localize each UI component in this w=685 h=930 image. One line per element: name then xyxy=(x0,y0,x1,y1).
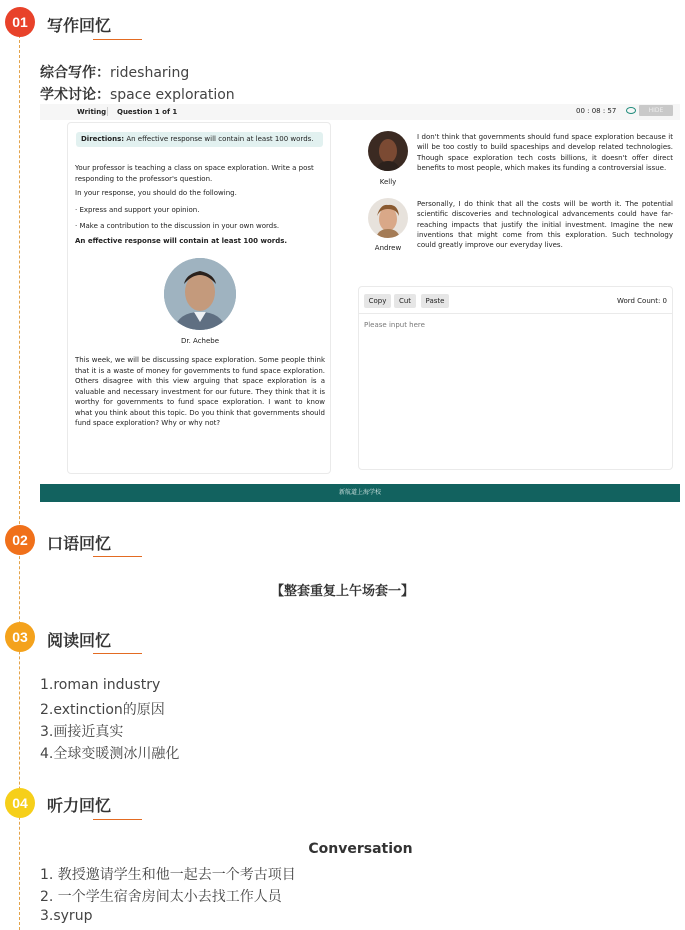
section-number-badge: 04 xyxy=(5,788,35,818)
title-underline xyxy=(93,39,142,40)
editor-toolbar xyxy=(359,287,672,314)
andrew-name: Andrew xyxy=(374,244,402,252)
directions-text: An effective response will contain at least 100 words. xyxy=(126,135,314,143)
prompt-instruction: In your response, you should do the following. xyxy=(75,189,237,197)
paste-button[interactable]: Paste xyxy=(421,294,449,308)
kelly-name: Kelly xyxy=(379,178,397,186)
professor-text: This week, we will be discussing space exploration. Some people think that it is a waste of money for governments to fund space exploration. Others disagree with this view arguing that space exploration is a valuable and necessary investment for our future. They think that it is worthy for governments to fund space exploration. I want to know what you think about this topic. Do you think that governments should fund space exploration? Why or why not? xyxy=(75,356,325,427)
title-underline xyxy=(93,819,142,820)
prompt-bullet-2: · Make a contribution to the discussion in your own words. xyxy=(75,222,280,230)
section-number-badge: 01 xyxy=(5,7,35,37)
writing-tab[interactable]: Writing xyxy=(77,108,107,116)
hide-timer-button[interactable]: HIDE xyxy=(639,105,673,116)
section-number-badge: 02 xyxy=(5,525,35,555)
title-underline xyxy=(93,653,142,654)
professor-avatar xyxy=(164,258,236,330)
professor-name: Dr. Achebe xyxy=(180,337,220,345)
directions-box xyxy=(76,132,323,147)
integrated-writing-line xyxy=(40,62,189,82)
prompt-min-words: An effective response will contain at least 100 words. xyxy=(75,237,288,245)
listening-heading: Conversation xyxy=(308,841,413,857)
academic-discussion-line xyxy=(40,84,235,104)
speaking-note: 【整套重复上午场套一】 xyxy=(270,584,414,599)
academic-label: 学术讨论： xyxy=(40,87,110,103)
listening-item: 2. 一个学生宿舍房间太小去找工作人员 xyxy=(40,889,282,905)
copy-button[interactable]: Copy xyxy=(364,294,391,308)
listening-item: 1. 教授邀请学生和他一起去一个考古项目 xyxy=(40,867,296,883)
kelly-avatar xyxy=(368,131,408,171)
response-input[interactable]: Please input here xyxy=(364,321,425,329)
prompt-bullet-1: · Express and support your opinion. xyxy=(75,206,200,214)
section-title: 写作回忆 xyxy=(47,16,112,35)
question-counter: Question 1 of 1 xyxy=(117,108,178,116)
kelly-post: I don't think that governments should fund space exploration because it will be too costly to build spaceships and develop related technologies. Though space exploration tech costs billions, it doesn't offer direct benefits to most people, which makes its funding a controversial issue. xyxy=(417,133,673,172)
reading-item: 3.画接近真实 xyxy=(40,724,124,740)
section-number-badge: 03 xyxy=(5,622,35,652)
integrated-value: ridesharing xyxy=(110,65,190,81)
prompt-intro: Your professor is teaching a class on space exploration. Write a post responding to the professor's question. xyxy=(75,164,314,183)
test-top-bar xyxy=(40,104,680,120)
response-editor xyxy=(358,286,673,470)
test-screenshot-panel xyxy=(40,104,680,502)
reading-item: 1.roman industry xyxy=(40,677,161,693)
section-title: 口语回忆 xyxy=(47,534,112,553)
eye-icon[interactable] xyxy=(626,107,636,114)
title-underline xyxy=(93,556,142,557)
reading-item: 2.extinction的原因 xyxy=(40,702,165,718)
word-count: Word Count: 0 xyxy=(616,297,667,305)
school-footer-bar: 新航道上海学校 xyxy=(40,484,680,502)
cut-button[interactable]: Cut xyxy=(394,294,416,308)
academic-value: space exploration xyxy=(110,87,235,103)
listening-item: 3.syrup xyxy=(40,908,93,924)
andrew-post: Personally, I do think that all the costs will be worth it. The potential scientific discoveries and technological advancements could have far-reaching impacts that justify the initial investment. Imagine the new inventions that might come from this exploration. Such technology could greatly improve our everyday lives. xyxy=(417,200,673,250)
timer: 00 : 08 : 57 xyxy=(576,107,617,115)
section-title: 阅读回忆 xyxy=(47,631,112,650)
prompt-card xyxy=(67,122,331,474)
divider xyxy=(107,107,108,116)
integrated-label: 综合写作： xyxy=(40,65,110,81)
section-title: 听力回忆 xyxy=(47,796,112,815)
reading-item: 4.全球变暖测冰川融化 xyxy=(40,746,180,762)
directions-label: Directions: xyxy=(81,135,125,143)
andrew-avatar xyxy=(368,198,408,238)
